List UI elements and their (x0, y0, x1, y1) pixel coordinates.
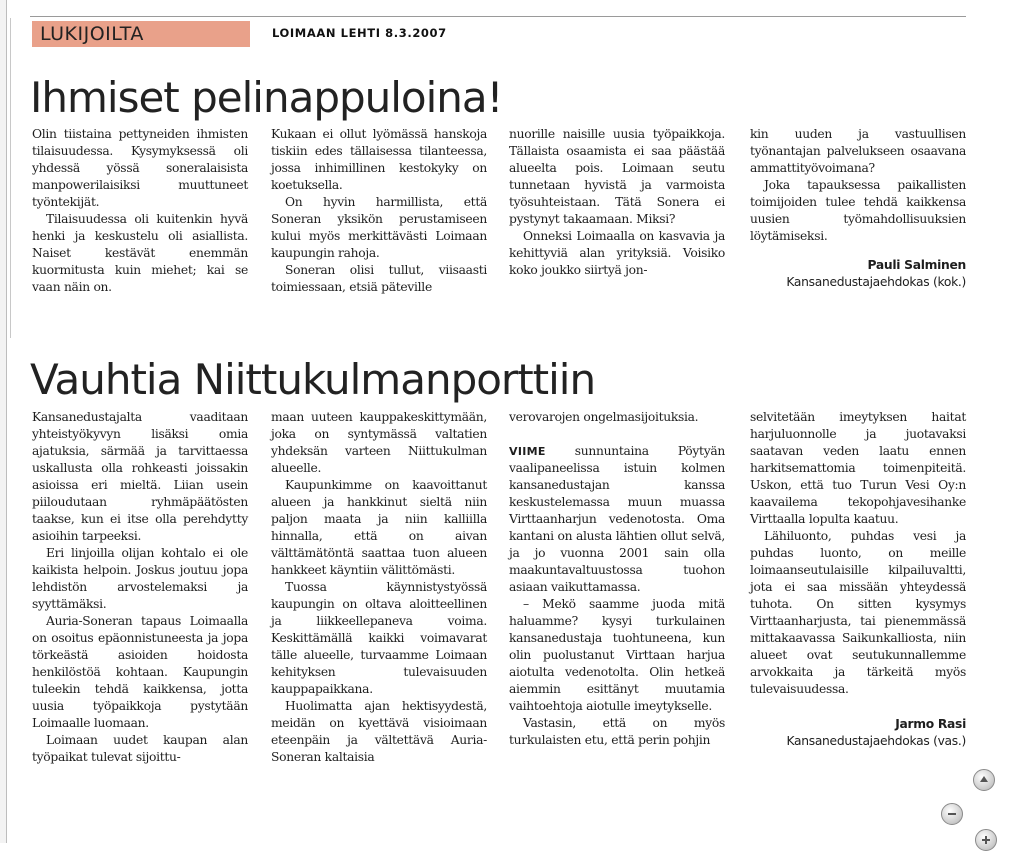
article2-column-3 (509, 409, 725, 749)
paragraph: Onneksi Loimaalla on kasvavia ja kehittyviä alan yrityksiä. Voisiko koko joukko siirtyä jon- (509, 229, 725, 277)
lead-word: VIIME (509, 445, 546, 458)
article1-column-1 (32, 126, 248, 296)
article2-headline: Vauhtia Niittukulmanporttiin (30, 355, 596, 404)
paragraph: Auria-Soneran tapaus Loimaalla on osoitus epäonnistuneesta ja jopa törkeästä asioiden hoidosta henkilöstöä kohtaan. Kaupungin tuleekin tehdä kaikkensa, jotta uusia työpaikkoja pystytään Loimaalle luomaan. (32, 614, 248, 730)
article2-column-1 (32, 409, 248, 766)
left-margin-strip (0, 0, 7, 843)
paragraph: Soneran olisi tullut, viisaasti toimiessaan, etsiä päteville (271, 263, 487, 294)
paragraph: Joka tapauksessa paikallisten toimijoiden tulee tehdä kaikkensa uusien työmahdollisuuksien löytämiseksi. (750, 178, 966, 243)
paragraph: kin uuden ja vastuullisen työnantajan palvelukseen osaavana ammattityövoimana? (750, 127, 966, 175)
section-tag: LUKIJOILTA (32, 21, 250, 47)
paragraph: Loimaan uudet kaupan alan työpaikat tulevat sijoittu- (32, 733, 248, 764)
paragraph: Olin tiistaina pettyneiden ihmisten tilaisuudessa. Kysymyksessä oli yhdessä yössä soneralaisista manpowerilaisiksi muuttuneet työntekijät. (32, 127, 248, 209)
paragraph: – Mekö saamme juoda mitä haluamme? kysyi turkulainen kansanedustaja tuohtuneena, kun olin puolustanut Virttaan harjua aiotulta vedenotolta. Olin hetkeä aiemmin esittänyt muutamia vaihtoehtoja aiotulle imeytykselle. (509, 597, 725, 713)
article1-column-2 (271, 126, 487, 296)
paragraph: Tuossa käynnistystyössä kaupungin on oltava aloitteellinen ja liikkeellepaneva voima. Keskittämällä kaikki voimavarat tälle alueelle, turvaamme Loimaan kehityksen tulevaisuuden kauppapaikkana. (271, 580, 487, 696)
author-name: Pauli Salminen (867, 258, 966, 272)
article2-column-2 (271, 409, 487, 766)
paragraph: Lähiluonto, puhdas vesi ja puhdas luonto, on meille loimaanseutulaisille kilpailuvaltti, jota ei saa missään yhteydessä tuhota. On sitten kysymys Virttaanharjusta, tai pienemmässä mittakaavassa Saikunkalliosta, niin alueet ovat seutukunnallemme arvokkaita ja tärkeitä myös tulevaisuudessa. (750, 529, 966, 696)
paragraph: Kaupunkimme on kaavoittanut alueen ja hankkinut sieltä niin paljon maata ja niin kalliilla hinnalla, että on aivan välttämätöntä saattaa tuon alueen hankkeet käyntiin välittömästi. (271, 478, 487, 577)
scroll-up-icon[interactable] (973, 769, 995, 791)
paragraph: On hyvin harmillista, että Soneran yksikön perustamiseen kului myös merkittävästi Loimaan kaupungin rahoja. (271, 195, 487, 260)
paragraph: verovarojen ongelmasijoituksia. (509, 410, 699, 424)
top-rule (30, 16, 966, 17)
paragraph: selvitetään imeytyksen haitat harjuluonnolle ja juotavaksi saatavan veden laatu ennen harkitsemattomia toimenpiteitä. Uskon, että tuo Turun Vesi Oy:n kaavailema tekopohjavesihanke Virttaalla lopulta kaatuu. (750, 410, 966, 526)
paragraph: Eri linjoilla olijan kohtalo ei ole kaikista helpoin. Joskus joutuu jopa lehdistön arvostelemaksi ja syyttämäksi. (32, 546, 248, 611)
paragraph: Tilaisuudessa oli kuitenkin hyvä henki ja keskustelu oli asiallista. Naiset kestävät enemmän kuormitusta kuin miehet; kai se vaan näin on. (32, 212, 248, 294)
article1-headline: Ihmiset pelinappuloina! (30, 73, 503, 122)
article1-column-3 (509, 126, 725, 279)
newspaper-dateline: LOIMAAN LEHTI 8.3.2007 (272, 26, 447, 40)
author-name: Jarmo Rasi (895, 717, 966, 731)
article1-column-4 (750, 126, 966, 291)
paragraph: nuorille naisille uusia työpaikkoja. Tällaista osaamista ei saa päästää alueelta pois. Loimaan seutu tunnetaan hyvistä ja varmoista työsuhteistaan. Tätä Sonera ei pystynyt takaamaan. Miksi? (509, 127, 725, 226)
author-title: Kansanedustajaehdokas (vas.) (786, 734, 966, 748)
paragraph: Huolimatta ajan hektisyydestä, meidän on kyettävä visioimaan eteenpäin ja vältettävä Auria-Soneran kaltaisia (271, 699, 487, 764)
column-divider (10, 18, 11, 338)
paragraph (509, 443, 725, 596)
paragraph: Kukaan ei ollut lyömässä hanskoja tiskiin edes tällaisessa tilanteessa, jossa inhimillinen kestokyky on koetuksella. (271, 127, 487, 192)
paragraph: Vastasin, että on myös turkulaisten etu, että perin pohjin (509, 716, 725, 747)
zoom-in-icon[interactable] (975, 829, 997, 851)
article2-column-4 (750, 409, 966, 750)
zoom-out-icon[interactable] (941, 803, 963, 825)
paragraph: maan uuteen kauppakeskittymään, joka on syntymässä valtatien yhdeksän varteen Niittukulman alueelle. (271, 410, 487, 475)
author-title: Kansanedustajaehdokas (kok.) (786, 275, 966, 289)
paragraph: Kansanedustajalta vaaditaan yhteistyökyvyn lisäksi omia ajatuksia, särmää ja tarvittaessa uskallusta olla rohkeasti joissakin asioissa eri mieltä. Liian usein piiloudutaan ryhmäpäätösten taakse, kun ei itse olla perehdytty asioihin tarpeeksi. (32, 410, 248, 543)
paragraph-text: sunnuntaina Pöytyän vaalipaneelissa istuin kolmen kansanedustajan kanssa keskustelemassa muun muassa Virttaanharjun vedenotosta. Oma kantani on alusta lähtien ollut selvä, ja jo vuonna 2001 sain olla maakuntavaltuustossa tuohon asiaan vaikuttamassa. (509, 444, 725, 594)
